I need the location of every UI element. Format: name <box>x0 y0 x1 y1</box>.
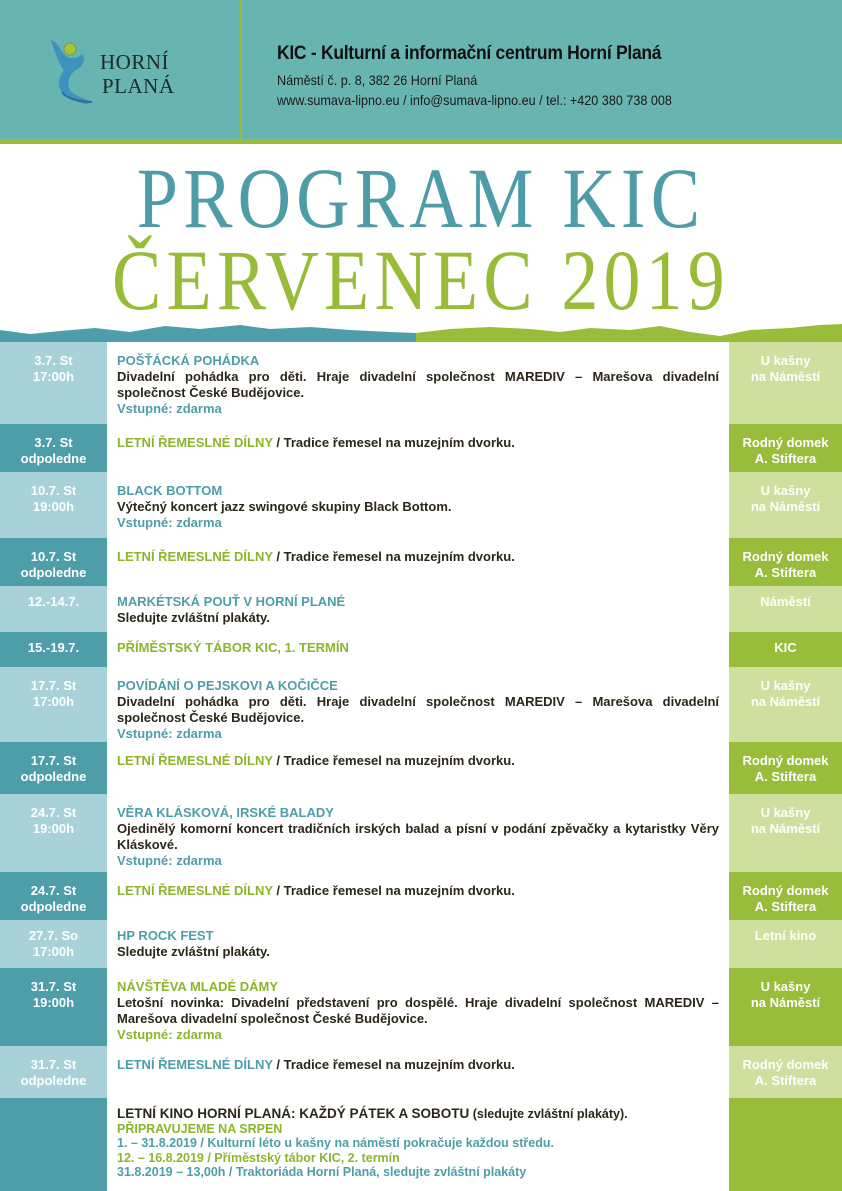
event-title: LETNÍ ŘEMESLNÉ DÍLNY <box>117 435 273 450</box>
event-venue-detail: A. Stiftera <box>754 899 817 914</box>
event-details <box>107 538 729 586</box>
event-venue: Rodný domek <box>742 435 829 450</box>
event-date-cell <box>0 586 107 632</box>
event-admission: Vstupné: zdarma <box>117 726 222 741</box>
event-venue-detail: A. Stiftera <box>754 565 817 580</box>
event-date: 15.-19.7. <box>27 640 80 655</box>
event-time: 19:00h <box>32 499 75 514</box>
event-row <box>0 342 842 424</box>
organization-address: Náměstí č. p. 8, 382 26 Horní Planá <box>277 72 478 88</box>
logo-figure-icon <box>48 36 98 108</box>
event-venue-cell <box>729 920 842 968</box>
event-title: LETNÍ ŘEMESLNÉ DÍLNY <box>117 753 273 768</box>
event-time: odpoledne <box>20 565 87 580</box>
event-date: 3.7. St <box>34 435 73 450</box>
event-row <box>0 538 842 586</box>
header-underline <box>0 139 842 144</box>
event-venue-cell <box>729 424 842 472</box>
event-description: / Tradice řemesel na muzejním dvorku. <box>272 549 515 564</box>
event-venue: U kašny <box>760 483 811 498</box>
organization-name: KIC - Kulturní a informační centrum Horní Planá <box>277 43 662 64</box>
logo-line-1: HORNÍ <box>100 50 169 74</box>
footer-row <box>0 1098 842 1191</box>
event-title: MARKÉTSKÁ POUŤ V HORNÍ PLANÉ <box>117 594 346 609</box>
organization-info <box>277 43 716 110</box>
summer-cinema-detail: (sledujte zvláštní plakáty). <box>469 1107 628 1121</box>
event-row <box>0 968 842 1046</box>
event-details <box>107 632 729 667</box>
event-date-cell <box>0 342 107 424</box>
event-description: Letošní novinka: Divadelní představení pro dospělé. Hraje divadelní společnost MAREDIV – Marešova divadelní společnost České Budějovice. <box>117 995 719 1026</box>
event-date: 24.7. St <box>30 883 77 898</box>
event-description: Divadelní pohádka pro děti. Hraje divadelní společnost MAREDIV – Marešova divadelní společnost České Budějovice. <box>117 369 719 400</box>
event-date: 17.7. St <box>30 678 77 693</box>
event-title: NÁVŠTĚVA MLADÉ DÁMY <box>117 979 279 994</box>
event-venue: Náměstí <box>760 594 811 609</box>
summer-cinema-heading: LETNÍ KINO HORNÍ PLANÁ: KAŽDÝ PÁTEK A SOBOTU <box>117 1106 470 1121</box>
event-venue-detail: na Náměstí <box>750 821 821 836</box>
event-venue: Letní kino <box>754 928 817 943</box>
event-admission: Vstupné: zdarma <box>117 1027 222 1042</box>
event-row <box>0 1046 842 1098</box>
event-date: 31.7. St <box>30 979 77 994</box>
event-venue: Rodný domek <box>742 883 829 898</box>
event-row <box>0 424 842 472</box>
event-venue: U kašny <box>760 353 811 368</box>
event-venue-cell <box>729 342 842 424</box>
event-row <box>0 920 842 968</box>
event-description: Sledujte zvláštní plakáty. <box>117 610 270 625</box>
event-date-cell <box>0 424 107 472</box>
event-description: Divadelní pohádka pro děti. Hraje divadelní společnost MAREDIV – Marešova divadelní společnost České Budějovice. <box>117 694 719 725</box>
event-details <box>107 920 729 968</box>
event-row <box>0 632 842 667</box>
event-venue-detail: na Náměstí <box>750 694 821 709</box>
event-venue-cell <box>729 968 842 1046</box>
event-row <box>0 586 842 632</box>
event-details <box>107 872 729 920</box>
summer-cinema-note <box>117 1107 719 1122</box>
event-time: 19:00h <box>32 995 75 1010</box>
event-date-cell <box>0 742 107 794</box>
event-description: / Tradice řemesel na muzejním dvorku. <box>272 883 515 898</box>
event-venue-detail: na Náměstí <box>750 499 821 514</box>
event-venue-cell <box>729 586 842 632</box>
event-time: 17:00h <box>32 369 75 384</box>
event-venue-detail: A. Stiftera <box>754 451 817 466</box>
event-venue: Rodný domek <box>742 753 829 768</box>
event-details <box>107 794 729 872</box>
event-venue: KIC <box>774 640 797 655</box>
august-item: 31.8.2019 – 13,00h / Traktoriáda Horní Planá, sledujte zvláštní plakáty <box>117 1165 527 1179</box>
footer-content <box>107 1098 729 1191</box>
event-venue-cell <box>729 538 842 586</box>
event-date-cell <box>0 632 107 667</box>
event-venue-detail: A. Stiftera <box>754 1073 817 1088</box>
logo-text <box>100 50 175 98</box>
footer-right-band <box>729 1098 842 1191</box>
event-title: BLACK BOTTOM <box>117 483 223 498</box>
event-details <box>107 968 729 1046</box>
event-title: POŠŤÁCKÁ POHÁDKA <box>117 353 260 368</box>
event-row <box>0 472 842 538</box>
event-venue-cell <box>729 742 842 794</box>
event-venue-cell <box>729 632 842 667</box>
torn-paper-divider <box>0 320 842 344</box>
event-date: 27.7. So <box>28 928 79 943</box>
event-date: 12.-14.7. <box>27 594 80 609</box>
event-venue-cell <box>729 667 842 742</box>
event-description: Výtečný koncert jazz swingové skupiny Black Bottom. <box>117 499 452 514</box>
event-date-cell <box>0 920 107 968</box>
event-time: odpoledne <box>20 451 87 466</box>
event-time: 17:00h <box>32 694 75 709</box>
event-date-cell <box>0 667 107 742</box>
event-venue-detail: A. Stiftera <box>754 769 817 784</box>
event-description: / Tradice řemesel na muzejním dvorku. <box>272 435 515 450</box>
august-item: 12. – 16.8.2019 / Příměstský tábor KIC, 2. termín <box>117 1150 400 1165</box>
event-details <box>107 424 729 472</box>
event-details <box>107 342 729 424</box>
event-row <box>0 872 842 920</box>
event-date: 10.7. St <box>30 483 77 498</box>
header-banner <box>0 0 842 139</box>
event-time: 19:00h <box>32 821 75 836</box>
event-venue: U kašny <box>760 678 811 693</box>
event-description: Sledujte zvláštní plakáty. <box>117 944 270 959</box>
event-admission: Vstupné: zdarma <box>117 401 222 416</box>
event-date-cell <box>0 538 107 586</box>
event-admission: Vstupné: zdarma <box>117 515 222 530</box>
footer-left-band <box>0 1098 107 1191</box>
event-venue-cell <box>729 794 842 872</box>
event-venue: Rodný domek <box>742 1057 829 1072</box>
event-title: LETNÍ ŘEMESLNÉ DÍLNY <box>117 883 273 898</box>
event-date: 31.7. St <box>30 1057 77 1072</box>
page-title-line-1: PROGRAM KIC <box>136 150 706 246</box>
event-row <box>0 742 842 794</box>
event-admission: Vstupné: zdarma <box>117 853 222 868</box>
event-row <box>0 667 842 742</box>
event-date: 17.7. St <box>30 753 77 768</box>
event-details <box>107 667 729 742</box>
event-date-cell <box>0 794 107 872</box>
event-venue-cell <box>729 872 842 920</box>
event-description: / Tradice řemesel na muzejním dvorku. <box>272 1057 515 1072</box>
event-description: / Tradice řemesel na muzejním dvorku. <box>272 753 515 768</box>
event-date: 10.7. St <box>30 549 77 564</box>
logo-line-2: PLANÁ <box>102 74 175 98</box>
event-venue-detail: na Náměstí <box>750 369 821 384</box>
event-time: odpoledne <box>20 1073 87 1088</box>
event-details <box>107 586 729 632</box>
event-row <box>0 794 842 872</box>
event-venue: U kašny <box>760 979 811 994</box>
page-title-line-2: ČERVENEC 2019 <box>112 232 730 328</box>
event-date-cell <box>0 1046 107 1098</box>
event-date-cell <box>0 968 107 1046</box>
event-title: HP ROCK FEST <box>117 928 214 943</box>
event-venue-detail: na Náměstí <box>750 995 821 1010</box>
event-venue: U kašny <box>760 805 811 820</box>
organization-contact[interactable]: www.sumava-lipno.eu / info@sumava-lipno.eu / tel.: +420 380 738 008 <box>277 92 672 108</box>
event-time: odpoledne <box>20 899 87 914</box>
event-venue-cell <box>729 1046 842 1098</box>
event-title: POVÍDÁNÍ O PEJSKOVI A KOČIČCE <box>117 678 338 693</box>
event-details <box>107 472 729 538</box>
event-time: 17:00h <box>32 944 75 959</box>
logo <box>48 36 208 108</box>
event-details <box>107 742 729 794</box>
event-title: PŘÍMĚSTSKÝ TÁBOR KIC, 1. TERMÍN <box>117 640 349 655</box>
event-time: odpoledne <box>20 769 87 784</box>
event-title: LETNÍ ŘEMESLNÉ DÍLNY <box>117 1057 273 1072</box>
event-title: LETNÍ ŘEMESLNÉ DÍLNY <box>117 549 273 564</box>
event-venue-cell <box>729 472 842 538</box>
event-title: VĚRA KLÁSKOVÁ, IRSKÉ BALADY <box>117 805 334 820</box>
event-date: 24.7. St <box>30 805 77 820</box>
event-date: 3.7. St <box>34 353 73 368</box>
august-heading: PŘIPRAVUJEME NA SRPEN <box>117 1121 283 1136</box>
event-description: Ojedinělý komorní koncert tradičních irských balad a písní v podání zpěvačky a kytaristky Věry Kláskové. <box>117 821 719 852</box>
event-date-cell <box>0 472 107 538</box>
header-divider <box>240 0 242 139</box>
event-details <box>107 1046 729 1098</box>
august-item: 1. – 31.8.2019 / Kulturní léto u kašny na náměstí pokračuje každou středu. <box>117 1136 554 1150</box>
event-venue: Rodný domek <box>742 549 829 564</box>
event-date-cell <box>0 872 107 920</box>
